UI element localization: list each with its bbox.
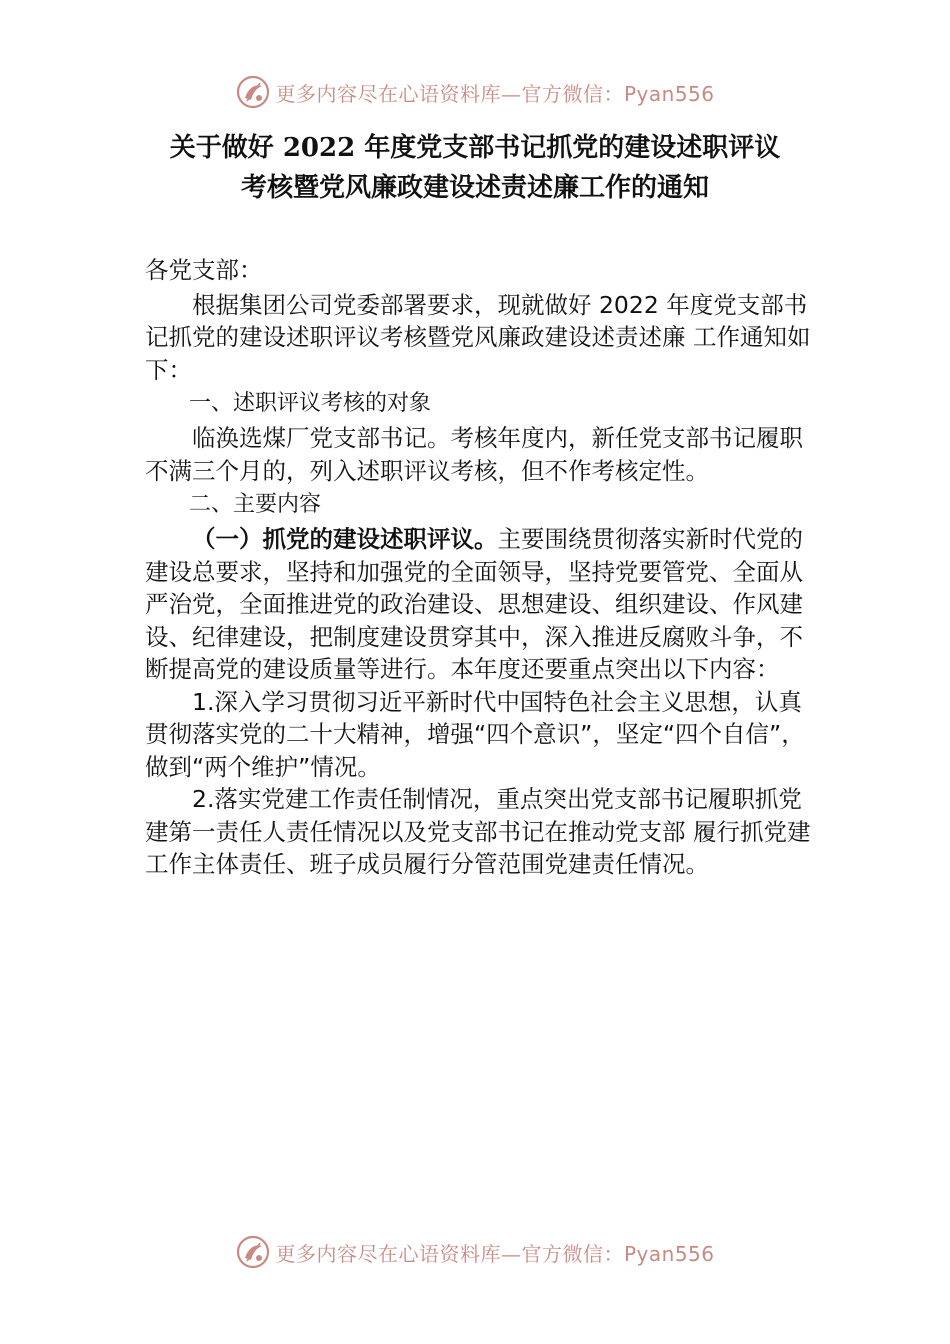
watermark-text: 更多内容尽在心语资料库—官方微信：Pyan556 — [275, 1241, 715, 1266]
section-1-heading: 一、述职评议考核的对象 — [189, 391, 432, 416]
list-item-1: 1.深入学习贯彻习近平新时代中国特色社会主义思想，认真贯彻落实党的二十大精神，增强“四个意识”，坚定“四个自信”，做到“两个维护”情况。 — [145, 687, 805, 781]
section-1-paragraph: 临涣选煤厂党支部书记。考核年度内，新任党支部书记履职不满三个月的，列入述职评议考核，但不作考核定性。 — [145, 424, 803, 485]
document-body — [145, 254, 815, 881]
header-watermark — [0, 72, 950, 112]
watermark-wechat-id: Pyan556 — [623, 1241, 715, 1266]
subsection-1-title: （一）抓党的建设述职评议。 — [192, 525, 498, 553]
intro-paragraph: 根据集团公司党委部署要求，现就做好 2022 年度党支部书记抓党的建设述职评议考核暨党风廉政建设述责述廉 工作通知如下： — [145, 290, 811, 384]
subsection-1-paragraph — [145, 523, 815, 686]
title-line-1: 关于做好 2022 年度党支部书记抓党的建设述职评议 — [169, 133, 781, 163]
title-line-2: 考核暨党风廉政建设述责述廉工作的通知 — [240, 173, 709, 203]
footer-watermark — [0, 1232, 950, 1272]
list-item-2: 2.落实党建工作责任制情况，重点突出党支部书记履职抓党建第一责任人责任情况以及党支部书记在推动党支部 履行抓党建工作主体责任、班子成员履行分管范围党建责任情况。 — [145, 785, 811, 878]
document-title — [95, 128, 855, 208]
salutation: 各党支部： — [145, 256, 263, 284]
section-2-heading: 二、主要内容 — [189, 492, 322, 517]
watermark-wechat-id: Pyan556 — [623, 81, 715, 106]
watermark-logo-icon — [235, 1234, 271, 1270]
subsection-1-text: 主要围绕贯彻落实新时代党的建设总要求，坚持和加强党的全面领导，坚持党要管党、全面从严治党，全面推进党的政治建设、思想建设、组织建设、作风建设、纪律建设，把制度建设贯穿其中，深入推进反腐败斗争，不断提高党的建设质量等进行。本年度还要重点突出以下内容： — [145, 525, 803, 683]
watermark-logo-icon — [235, 74, 271, 110]
watermark-text: 更多内容尽在心语资料库—官方微信：Pyan556 — [275, 81, 715, 106]
